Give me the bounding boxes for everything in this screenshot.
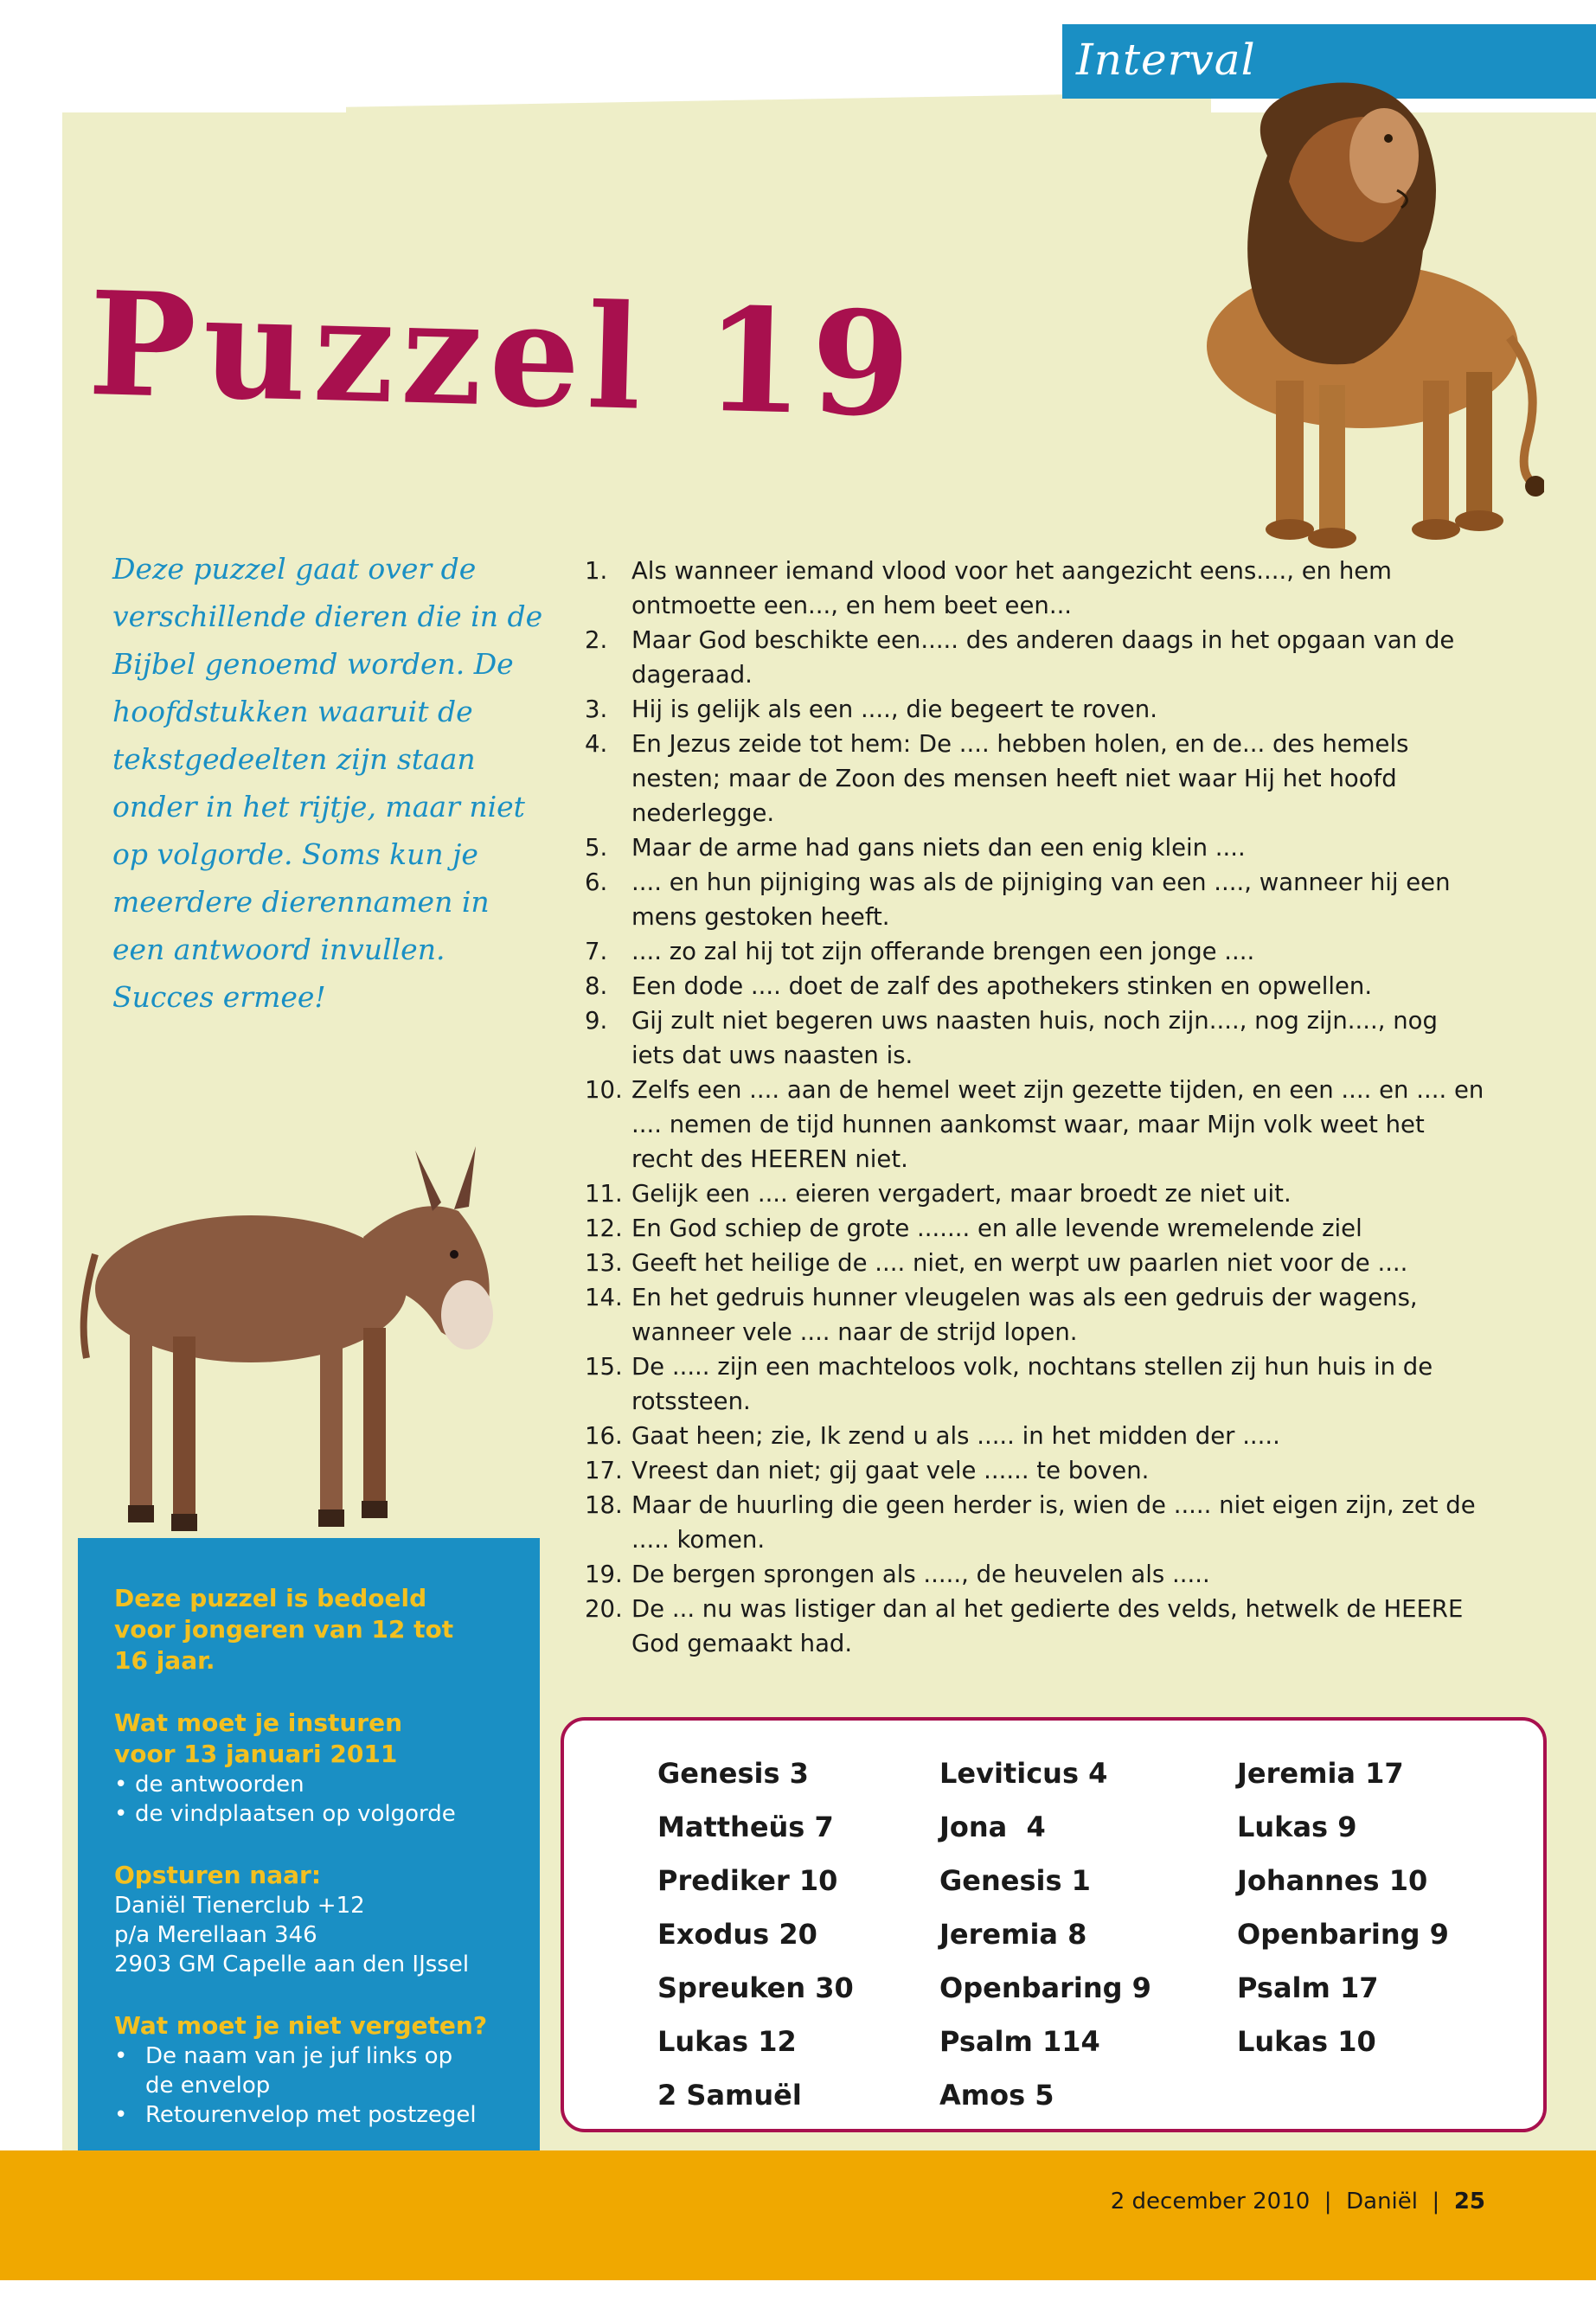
question-number: 15. [585, 1353, 623, 1381]
question-item [585, 1557, 1484, 1592]
question-item [585, 969, 1484, 1003]
question-item [585, 554, 1484, 623]
question-number: 19. [585, 1561, 623, 1588]
question-text: Een dode .... doet de zalf des apothekers stinken en opwellen. [631, 972, 1373, 1000]
send-item: • de antwoorden [114, 1770, 540, 1799]
question-number: 1. [585, 557, 608, 585]
reference-item: Johannes 10 [1237, 1864, 1428, 1897]
intro-text: Deze puzzel gaat over de verschillende dieren die in de Bijbel genoemd worden. De hoofdstukken waaruit de tekstgedeelten zijn staan onder in het rijtje, maar niet op volgorde. Soms kun je meerdere dierennamen in een antwoord invullen. Succes ermee! [112, 552, 543, 1014]
donkey-illustration [69, 1142, 541, 1548]
reference-item: Prediker 10 [657, 1864, 838, 1897]
reference-item: Jeremia 8 [939, 1918, 1087, 1951]
question-number: 6. [585, 868, 608, 896]
question-item [585, 1246, 1484, 1280]
question-text: .... zo zal hij tot zijn offerande brengen een jonge .... [631, 938, 1255, 965]
reference-item: Genesis 1 [939, 1864, 1091, 1897]
reference-item: Lukas 12 [657, 2025, 797, 2058]
question-number: 20. [585, 1595, 623, 1623]
question-number: 16. [585, 1422, 623, 1450]
reference-item: Psalm 17 [1237, 1971, 1379, 2004]
footer [1111, 2189, 1485, 2214]
references-column-1 [657, 1747, 854, 2122]
references-column-2 [939, 1747, 1151, 2122]
question-text: Maar God beschikte een..... des anderen daags in het opgaan van de dageraad. [631, 626, 1455, 689]
question-number: 13. [585, 1249, 623, 1277]
reference-item: Mattheüs 7 [657, 1811, 834, 1843]
question-number: 4. [585, 730, 608, 758]
question-number: 7. [585, 938, 608, 965]
question-number: 11. [585, 1180, 623, 1208]
question-text: Gelijk een .... eieren vergadert, maar broedt ze niet uit. [631, 1180, 1292, 1208]
footer-separator: | [1317, 2189, 1339, 2214]
footer-date: 2 december 2010 [1110, 2189, 1311, 2214]
references-box [561, 1717, 1547, 2132]
question-text: Maar de huurling die geen herder is, wien de ..... niet eigen zijn, zet de ..... komen. [631, 1491, 1476, 1554]
address-line: p/a Merellaan 346 [114, 1922, 317, 1948]
question-number: 2. [585, 626, 608, 654]
question-text: Gaat heen; zie, Ik zend u als ..... in het midden der ..... [631, 1422, 1280, 1450]
reference-item: Lukas 9 [1237, 1811, 1357, 1843]
question-number: 18. [585, 1491, 623, 1519]
question-text: En God schiep de grote ....... en alle levende wremelende ziel [631, 1215, 1362, 1242]
question-text: Zelfs een .... aan de hemel weet zijn gezette tijden, en een .... en .... en .... nemen de tijd hunnen aankomst waar, maar Mijn volk weet het recht des HEEREN niet. [631, 1076, 1484, 1173]
send-list [114, 1770, 540, 1829]
reference-item: Psalm 114 [939, 2025, 1100, 2058]
remember-item: • Retourenvelop met postzegel [114, 2100, 478, 2130]
question-text: .... en hun pijniging was als de pijniging van een ...., wanneer hij een mens gestoken heeft. [631, 868, 1451, 931]
question-number: 17. [585, 1457, 623, 1484]
remember-list [114, 2041, 478, 2130]
question-item [585, 1176, 1484, 1211]
question-item [585, 1453, 1484, 1488]
question-text: De ..... zijn een machteloos volk, nochtans stellen zij hun huis in de rotssteen. [631, 1353, 1433, 1415]
address-line: Daniël Tienerclub +12 [114, 1893, 365, 1919]
reference-item: 2 Samuël [657, 2079, 802, 2112]
reference-item: Jeremia 17 [1237, 1757, 1404, 1790]
question-list [585, 554, 1484, 1661]
question-text: Als wanneer iemand vlood voor het aangezicht eens...., en hem ontmoette een..., en hem beet een... [631, 557, 1392, 619]
reference-item: Lukas 10 [1237, 2025, 1376, 2058]
question-text: Hij is gelijk als een ...., die begeert te roven. [631, 695, 1157, 723]
reference-item: Exodus 20 [657, 1918, 817, 1951]
reference-item: Jona 4 [939, 1811, 1046, 1843]
lion-illustration [1138, 52, 1544, 554]
question-text: Geeft het heilige de .... niet, en werpt uw paarlen niet voor de .... [631, 1249, 1408, 1277]
remember-item: • De naam van je juf links op de envelop [114, 2041, 478, 2100]
footer-separator: | [1425, 2189, 1447, 2214]
address-heading: Opsturen naar: [114, 1861, 322, 1889]
section-label: Interval [1076, 35, 1256, 85]
question-number: 9. [585, 1007, 608, 1035]
question-number: 3. [585, 695, 608, 723]
question-item [585, 1003, 1484, 1073]
question-text: Vreest dan niet; gij gaat vele ...... te boven. [631, 1457, 1150, 1484]
question-item [585, 934, 1484, 969]
question-number: 8. [585, 972, 608, 1000]
question-text: Gij zult niet begeren uws naasten huis, noch zijn...., nog zijn...., nog iets dat uws naasten is. [631, 1007, 1438, 1069]
question-number: 10. [585, 1076, 623, 1104]
reference-item: Openbaring 9 [1237, 1918, 1449, 1951]
send-heading: Wat moet je insturen voor 13 januari 2011 [114, 1708, 403, 1768]
send-item: • de vindplaatsen op volgorde [114, 1799, 540, 1829]
question-item [585, 623, 1484, 692]
question-item [585, 830, 1484, 865]
references-column-3 [1237, 1747, 1449, 2068]
question-number: 5. [585, 834, 608, 862]
question-item [585, 1592, 1484, 1661]
question-number: 12. [585, 1215, 623, 1242]
address-line: 2903 GM Capelle aan den IJssel [114, 1952, 470, 1977]
question-item [585, 1211, 1484, 1246]
question-number: 14. [585, 1284, 623, 1311]
footer-bar [0, 2150, 1596, 2280]
question-item [585, 1349, 1484, 1419]
page-title: Puzzel 19 [86, 260, 920, 450]
page-number: 25 [1453, 2189, 1485, 2214]
question-item [585, 1280, 1484, 1349]
reference-item: Leviticus 4 [939, 1757, 1108, 1790]
question-text: Maar de arme had gans niets dan een enig klein .... [631, 834, 1246, 862]
reference-item: Genesis 3 [657, 1757, 809, 1790]
question-item [585, 1073, 1484, 1176]
question-item [585, 727, 1484, 830]
footer-magazine: Daniël [1346, 2189, 1418, 2214]
audience-heading: Deze puzzel is bedoeld voor jongeren van 12 tot 16 jaar. [114, 1584, 454, 1675]
question-text: En het gedruis hunner vleugelen was als een gedruis der wagens, wanneer vele .... naar de strijd lopen. [631, 1284, 1418, 1346]
question-text: En Jezus zeide tot hem: De .... hebben holen, en de... des hemels nesten; maar de Zoon des mensen heeft niet waar Hij het hoofd nederlegge. [631, 730, 1409, 827]
info-box [78, 1538, 540, 2150]
reference-item: Spreuken 30 [657, 1971, 854, 2004]
reference-item: Openbaring 9 [939, 1971, 1151, 2004]
reference-item: Amos 5 [939, 2079, 1054, 2112]
question-item [585, 1419, 1484, 1453]
question-item [585, 865, 1484, 934]
question-text: De bergen sprongen als ....., de heuvelen als ..... [631, 1561, 1210, 1588]
remember-heading: Wat moet je niet vergeten? [114, 2011, 488, 2040]
question-item [585, 692, 1484, 727]
question-item [585, 1488, 1484, 1557]
question-text: De ... nu was listiger dan al het gedierte des velds, hetwelk de HEERE God gemaakt had. [631, 1595, 1464, 1657]
